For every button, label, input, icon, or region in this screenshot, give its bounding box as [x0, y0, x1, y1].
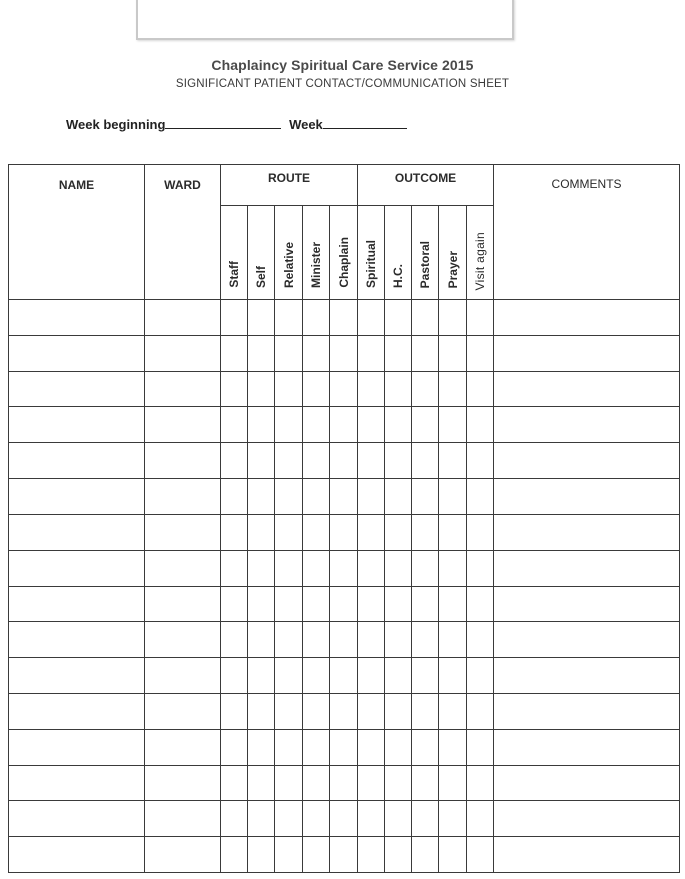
visit-again-cell[interactable] [467, 837, 494, 873]
table-row [9, 729, 680, 765]
comments-column-header: COMMENTS [494, 165, 680, 300]
relative-cell[interactable] [275, 514, 303, 550]
table-row [9, 765, 680, 801]
relative-cell[interactable] [275, 837, 303, 873]
hc-cell[interactable] [385, 514, 412, 550]
chaplain-cell[interactable] [330, 514, 358, 550]
self-cell[interactable] [248, 801, 275, 837]
hc-cell[interactable] [385, 765, 412, 801]
hc-cell[interactable] [385, 300, 412, 336]
self-cell[interactable] [248, 514, 275, 550]
prayer-cell[interactable] [439, 765, 467, 801]
self-cell[interactable] [248, 550, 275, 586]
staff-cell[interactable] [221, 300, 248, 336]
table-row [9, 514, 680, 550]
name-cell[interactable] [9, 550, 145, 586]
hc-cell[interactable] [385, 586, 412, 622]
spiritual-cell[interactable] [358, 300, 385, 336]
contact-sheet-table [8, 164, 680, 873]
relative-cell[interactable] [275, 693, 303, 729]
table-row [9, 837, 680, 873]
table-row [9, 479, 680, 515]
hc-cell[interactable] [385, 622, 412, 658]
name-cell[interactable] [9, 801, 145, 837]
ward-cell[interactable] [145, 801, 221, 837]
hc-cell[interactable] [385, 729, 412, 765]
comments-cell[interactable] [494, 335, 680, 371]
comments-cell[interactable] [494, 622, 680, 658]
pastoral-cell[interactable] [412, 443, 439, 479]
visit-again-cell[interactable] [467, 765, 494, 801]
self-cell[interactable] [248, 586, 275, 622]
minister-cell[interactable] [303, 658, 330, 694]
spiritual-cell[interactable] [358, 371, 385, 407]
hc-cell[interactable] [385, 658, 412, 694]
name-cell[interactable] [9, 479, 145, 515]
minister-cell[interactable] [303, 693, 330, 729]
pastoral-cell[interactable] [412, 514, 439, 550]
hc-cell[interactable] [385, 371, 412, 407]
self-cell[interactable] [248, 658, 275, 694]
minister-cell[interactable] [303, 729, 330, 765]
hc-cell[interactable] [385, 693, 412, 729]
chaplain-cell[interactable] [330, 335, 358, 371]
chaplain-cell[interactable] [330, 443, 358, 479]
ward-cell[interactable] [145, 371, 221, 407]
name-cell[interactable] [9, 586, 145, 622]
visit-again-cell[interactable] [467, 586, 494, 622]
table-row [9, 335, 680, 371]
name-column-header: NAME [9, 165, 145, 300]
week-beginning-field[interactable] [165, 115, 281, 129]
spiritual-cell[interactable] [358, 335, 385, 371]
prayer-cell[interactable] [439, 586, 467, 622]
relative-cell[interactable] [275, 300, 303, 336]
staff-cell[interactable] [221, 335, 248, 371]
pastoral-cell[interactable] [412, 479, 439, 515]
self-cell[interactable] [248, 300, 275, 336]
visit-again-cell[interactable] [467, 658, 494, 694]
prayer-cell[interactable] [439, 622, 467, 658]
hc-cell[interactable] [385, 801, 412, 837]
visit-again-cell[interactable] [467, 514, 494, 550]
minister-cell[interactable] [303, 765, 330, 801]
comments-cell[interactable] [494, 479, 680, 515]
prayer-cell[interactable] [439, 443, 467, 479]
minister-cell[interactable] [303, 622, 330, 658]
pastoral-cell[interactable] [412, 622, 439, 658]
route-relative-header: Relative [275, 206, 303, 300]
prayer-cell[interactable] [439, 335, 467, 371]
relative-cell[interactable] [275, 622, 303, 658]
pastoral-cell[interactable] [412, 550, 439, 586]
self-cell[interactable] [248, 693, 275, 729]
visit-again-cell[interactable] [467, 407, 494, 443]
name-cell[interactable] [9, 765, 145, 801]
relative-cell[interactable] [275, 479, 303, 515]
chaplain-cell[interactable] [330, 550, 358, 586]
staff-cell[interactable] [221, 514, 248, 550]
relative-cell[interactable] [275, 371, 303, 407]
week-field[interactable] [323, 115, 407, 129]
visit-again-cell[interactable] [467, 479, 494, 515]
spiritual-cell[interactable] [358, 837, 385, 873]
name-cell[interactable] [9, 729, 145, 765]
minister-cell[interactable] [303, 801, 330, 837]
pastoral-cell[interactable] [412, 407, 439, 443]
relative-cell[interactable] [275, 729, 303, 765]
hc-cell[interactable] [385, 407, 412, 443]
prayer-cell[interactable] [439, 693, 467, 729]
prayer-cell[interactable] [439, 371, 467, 407]
chaplain-cell[interactable] [330, 729, 358, 765]
minister-cell[interactable] [303, 514, 330, 550]
prayer-cell[interactable] [439, 514, 467, 550]
staff-cell[interactable] [221, 765, 248, 801]
pastoral-cell[interactable] [412, 586, 439, 622]
comments-cell[interactable] [494, 407, 680, 443]
staff-cell[interactable] [221, 443, 248, 479]
chaplain-cell[interactable] [330, 300, 358, 336]
ward-cell[interactable] [145, 479, 221, 515]
name-cell[interactable] [9, 443, 145, 479]
relative-cell[interactable] [275, 550, 303, 586]
ward-cell[interactable] [145, 300, 221, 336]
relative-cell[interactable] [275, 801, 303, 837]
route-column-header: ROUTE [221, 165, 358, 206]
pastoral-cell[interactable] [412, 371, 439, 407]
chaplain-cell[interactable] [330, 837, 358, 873]
form-title: Chaplaincy Spiritual Care Service 2015 [211, 57, 474, 73]
comments-cell[interactable] [494, 693, 680, 729]
ward-cell[interactable] [145, 443, 221, 479]
visit-again-cell[interactable] [467, 300, 494, 336]
ward-column-header: WARD [145, 165, 221, 300]
table-row [9, 550, 680, 586]
name-cell[interactable] [9, 514, 145, 550]
spiritual-cell[interactable] [358, 479, 385, 515]
ward-cell[interactable] [145, 335, 221, 371]
spiritual-cell[interactable] [358, 693, 385, 729]
ward-cell[interactable] [145, 407, 221, 443]
comments-cell[interactable] [494, 801, 680, 837]
minister-cell[interactable] [303, 407, 330, 443]
comments-cell[interactable] [494, 371, 680, 407]
outcome-prayer-header: Prayer [439, 206, 467, 300]
staff-cell[interactable] [221, 801, 248, 837]
staff-cell[interactable] [221, 586, 248, 622]
pastoral-cell[interactable] [412, 693, 439, 729]
chaplain-cell[interactable] [330, 622, 358, 658]
hc-cell[interactable] [385, 335, 412, 371]
visit-again-cell[interactable] [467, 622, 494, 658]
self-cell[interactable] [248, 729, 275, 765]
week-label: Week [289, 117, 323, 132]
minister-cell[interactable] [303, 550, 330, 586]
table-row [9, 586, 680, 622]
name-cell[interactable] [9, 658, 145, 694]
route-self-header: Self [248, 206, 275, 300]
prayer-cell[interactable] [439, 550, 467, 586]
chaplain-cell[interactable] [330, 371, 358, 407]
name-cell[interactable] [9, 407, 145, 443]
minister-cell[interactable] [303, 479, 330, 515]
minister-cell[interactable] [303, 586, 330, 622]
pastoral-cell[interactable] [412, 335, 439, 371]
staff-cell[interactable] [221, 479, 248, 515]
spiritual-cell[interactable] [358, 586, 385, 622]
staff-cell[interactable] [221, 371, 248, 407]
minister-cell[interactable] [303, 443, 330, 479]
visit-again-cell[interactable] [467, 371, 494, 407]
comments-cell[interactable] [494, 729, 680, 765]
table-row [9, 407, 680, 443]
pastoral-cell[interactable] [412, 300, 439, 336]
self-cell[interactable] [248, 837, 275, 873]
table-row [9, 658, 680, 694]
hc-cell[interactable] [385, 837, 412, 873]
prayer-cell[interactable] [439, 479, 467, 515]
chaplain-cell[interactable] [330, 407, 358, 443]
name-cell[interactable] [9, 693, 145, 729]
table-row [9, 693, 680, 729]
name-cell[interactable] [9, 371, 145, 407]
staff-cell[interactable] [221, 837, 248, 873]
name-cell[interactable] [9, 837, 145, 873]
ward-cell[interactable] [145, 586, 221, 622]
staff-cell[interactable] [221, 729, 248, 765]
staff-cell[interactable] [221, 550, 248, 586]
prayer-cell[interactable] [439, 407, 467, 443]
self-cell[interactable] [248, 765, 275, 801]
spiritual-cell[interactable] [358, 407, 385, 443]
visit-again-cell[interactable] [467, 443, 494, 479]
relative-cell[interactable] [275, 765, 303, 801]
hc-cell[interactable] [385, 443, 412, 479]
minister-cell[interactable] [303, 837, 330, 873]
spiritual-cell[interactable] [358, 801, 385, 837]
stamp-box [136, 0, 514, 40]
ward-cell[interactable] [145, 658, 221, 694]
self-cell[interactable] [248, 371, 275, 407]
minister-cell[interactable] [303, 371, 330, 407]
pastoral-cell[interactable] [412, 765, 439, 801]
route-staff-header: Staff [221, 206, 248, 300]
comments-cell[interactable] [494, 550, 680, 586]
comments-cell[interactable] [494, 837, 680, 873]
spiritual-cell[interactable] [358, 550, 385, 586]
comments-cell[interactable] [494, 300, 680, 336]
name-cell[interactable] [9, 622, 145, 658]
self-cell[interactable] [248, 335, 275, 371]
comments-cell[interactable] [494, 514, 680, 550]
pastoral-cell[interactable] [412, 658, 439, 694]
chaplain-cell[interactable] [330, 586, 358, 622]
hc-cell[interactable] [385, 550, 412, 586]
spiritual-cell[interactable] [358, 765, 385, 801]
pastoral-cell[interactable] [412, 729, 439, 765]
spiritual-cell[interactable] [358, 658, 385, 694]
ward-cell[interactable] [145, 550, 221, 586]
staff-cell[interactable] [221, 407, 248, 443]
self-cell[interactable] [248, 443, 275, 479]
hc-cell[interactable] [385, 479, 412, 515]
spiritual-cell[interactable] [358, 622, 385, 658]
chaplain-cell[interactable] [330, 479, 358, 515]
route-chaplain-header: Chaplain [330, 206, 358, 300]
comments-cell[interactable] [494, 586, 680, 622]
comments-cell[interactable] [494, 658, 680, 694]
relative-cell[interactable] [275, 335, 303, 371]
ward-cell[interactable] [145, 693, 221, 729]
name-cell[interactable] [9, 300, 145, 336]
comments-cell[interactable] [494, 443, 680, 479]
sheet-body [9, 300, 680, 873]
table-row [9, 801, 680, 837]
name-cell[interactable] [9, 335, 145, 371]
relative-cell[interactable] [275, 586, 303, 622]
visit-again-cell[interactable] [467, 801, 494, 837]
ward-cell[interactable] [145, 622, 221, 658]
minister-cell[interactable] [303, 335, 330, 371]
chaplain-cell[interactable] [330, 801, 358, 837]
prayer-cell[interactable] [439, 300, 467, 336]
spiritual-cell[interactable] [358, 729, 385, 765]
table-row [9, 622, 680, 658]
relative-cell[interactable] [275, 407, 303, 443]
chaplain-cell[interactable] [330, 765, 358, 801]
staff-cell[interactable] [221, 622, 248, 658]
staff-cell[interactable] [221, 658, 248, 694]
pastoral-cell[interactable] [412, 837, 439, 873]
chaplain-cell[interactable] [330, 693, 358, 729]
spiritual-cell[interactable] [358, 514, 385, 550]
outcome-hc-header: H.C. [385, 206, 412, 300]
ward-cell[interactable] [145, 514, 221, 550]
self-cell[interactable] [248, 407, 275, 443]
outcome-pastoral-header: Pastoral [412, 206, 439, 300]
route-minister-header: Minister [303, 206, 330, 300]
visit-again-cell[interactable] [467, 335, 494, 371]
minister-cell[interactable] [303, 300, 330, 336]
form-subtitle: SIGNIFICANT PATIENT CONTACT/COMMUNICATION SHEET [175, 78, 510, 90]
outcome-spiritual-header: Spiritual [358, 206, 385, 300]
pastoral-cell[interactable] [412, 801, 439, 837]
table-row [9, 371, 680, 407]
visit-again-cell[interactable] [467, 729, 494, 765]
ward-cell[interactable] [145, 729, 221, 765]
visit-again-cell[interactable] [467, 550, 494, 586]
ward-cell[interactable] [145, 765, 221, 801]
relative-cell[interactable] [275, 658, 303, 694]
week-line [66, 115, 407, 132]
visit-again-cell[interactable] [467, 693, 494, 729]
staff-cell[interactable] [221, 693, 248, 729]
self-cell[interactable] [248, 479, 275, 515]
week-beginning-label: Week beginning [66, 117, 166, 132]
outcome-column-header: OUTCOME [358, 165, 494, 206]
prayer-cell[interactable] [439, 837, 467, 873]
spiritual-cell[interactable] [358, 443, 385, 479]
prayer-cell[interactable] [439, 729, 467, 765]
table-row [9, 300, 680, 336]
outcome-visit-again-header: Visit again [467, 206, 494, 300]
chaplain-cell[interactable] [330, 658, 358, 694]
ward-cell[interactable] [145, 837, 221, 873]
table-row [9, 443, 680, 479]
self-cell[interactable] [248, 622, 275, 658]
comments-cell[interactable] [494, 765, 680, 801]
relative-cell[interactable] [275, 443, 303, 479]
prayer-cell[interactable] [439, 658, 467, 694]
prayer-cell[interactable] [439, 801, 467, 837]
